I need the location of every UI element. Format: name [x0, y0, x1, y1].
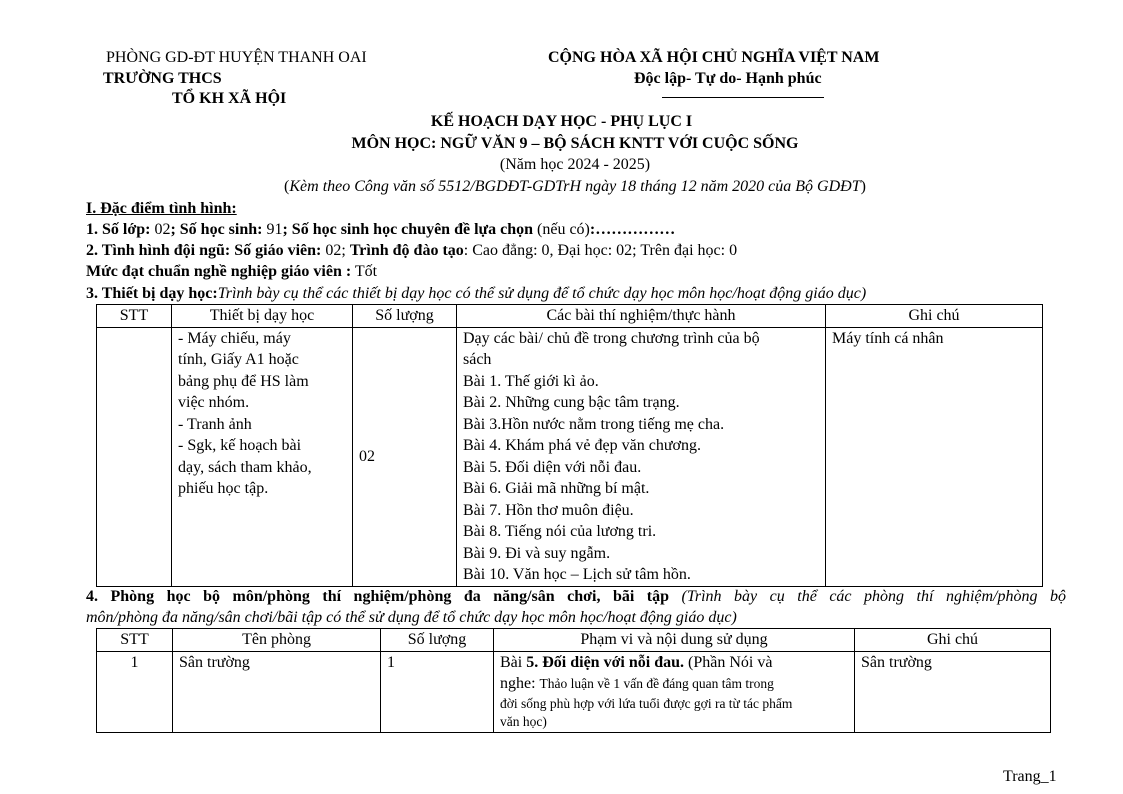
cell-note: Máy tính cá nhân — [826, 327, 1043, 586]
lesson-line: Bài 9. Đi và suy ngẫm. — [463, 544, 611, 562]
table-header-row — [97, 629, 1051, 652]
cell-stt: 1 — [97, 651, 173, 732]
lesson-line: Dạy các bài/ chủ đề trong chương trình của bộ — [463, 329, 760, 347]
cell-scope — [494, 651, 855, 732]
header-note: Ghi chú — [826, 305, 1043, 328]
header-quantity: Số lượng — [381, 629, 494, 652]
equipment-line: tính, Giấy A1 hoặc — [178, 351, 299, 368]
national-title: CỘNG HÒA XÃ HỘI CHỦ NGHĨA VIỆT NAM — [548, 49, 880, 66]
header-lessons: Các bài thí nghiệm/thực hành — [457, 305, 826, 328]
header-stt: STT — [97, 305, 172, 328]
header-equipment: Thiết bị dạy học — [172, 305, 353, 328]
scope-line: nghe: Thảo luận về 1 vấn đề đáng quan tâm trong — [500, 675, 774, 692]
school-year: (Năm học 2024 - 2025) — [499, 156, 651, 173]
standard-row: Mức đạt chuẩn nghề nghiệp giáo viên : Tốt — [86, 263, 378, 280]
plan-title: KẾ HOẠCH DẠY HỌC - PHỤ LỤC I — [430, 113, 693, 130]
lesson-line: Bài 1. Thế giới kì ảo. — [463, 372, 599, 390]
cell-quantity: 02 — [353, 327, 457, 586]
header-stt: STT — [97, 629, 173, 652]
lesson-line: Bài 2. Những cung bậc tâm trạng. — [463, 394, 680, 411]
equipment-line: phiếu học tập. — [178, 480, 269, 497]
header-scope: Phạm vi và nội dung sử dụng — [494, 629, 855, 652]
subject-title: MÔN HỌC: NGỮ VĂN 9 – BỘ SÁCH KNTT VỚI CUỘC SỐNG — [351, 135, 799, 152]
lesson-line: Bài 10. Văn học – Lịch sử tâm hồn. — [463, 566, 691, 583]
rooms-table — [96, 628, 1051, 733]
page-number: Trang_1 — [1003, 768, 1057, 785]
scope-line: đời sống phù hợp với lứa tuổi được gợi ra từ tác phẩm — [500, 695, 793, 711]
lesson-line: Bài 4. Khám phá vẻ đẹp văn chương. — [463, 437, 701, 454]
header-note: Ghi chú — [855, 629, 1051, 652]
equipment-line: - Sgk, kế hoạch bài — [178, 437, 302, 454]
equipment-line: - Máy chiếu, máy — [178, 329, 291, 347]
table-row — [97, 651, 1051, 732]
rooms-heading: 4. Phòng học bộ môn/phòng thí nghiệm/phòng đa năng/sân chơi, bãi tập (Trình bày cụ thể các phòng thí nghiệm/phòng bộ — [86, 588, 1066, 605]
department-name: PHÒNG GD-ĐT HUYỆN THANH OAI — [106, 49, 367, 66]
motto-underline — [662, 97, 824, 98]
header-quantity: Số lượng — [353, 305, 457, 328]
cell-lessons — [457, 327, 826, 586]
section1-heading: I. Đặc điểm tình hình: — [86, 200, 237, 217]
equipment-line: việc nhóm. — [178, 394, 250, 411]
equipment-table — [96, 304, 1043, 587]
lesson-line: Bài 7. Hồn thơ muôn điệu. — [463, 501, 634, 519]
lesson-line: Bài 8. Tiếng nói của lương tri. — [463, 523, 657, 540]
rooms-description: môn/phòng đa năng/sân chơi/bãi tập có thể sử dụng để tổ chức dạy học môn học/hoạt động giáo dục) — [86, 609, 737, 626]
cell-stt — [97, 327, 172, 586]
table-header-row — [97, 305, 1043, 328]
lesson-line: Bài 3.Hồn nước nằm trong tiếng mẹ cha. — [463, 415, 725, 433]
scope-line: văn học) — [500, 714, 547, 729]
school-name: TRƯỜNG THCS — [103, 70, 222, 87]
lesson-line: Bài 5. Đối diện với nỗi đau. — [463, 458, 642, 476]
equipment-line: dạy, sách tham khảo, — [178, 458, 312, 476]
cell-quantity: 1 — [381, 651, 494, 732]
group-name: TỔ KH XÃ HỘI — [172, 90, 287, 107]
table-row — [97, 327, 1043, 586]
equipment-heading: 3. Thiết bị dạy học:Trình bày cụ thể các thiết bị dạy học có thể sử dụng để tổ chức dạy học môn học/hoạt động giáo dục) — [86, 285, 867, 302]
scope-line: Bài 5. Đối diện với nỗi đau. (Phần Nói và — [500, 653, 773, 671]
staff-info-row: 2. Tình hình đội ngũ: Số giáo viên: 02; Trình độ đào tạo: Cao đẳng: 0, Đại học: 02; Trên đại học: 0 — [86, 242, 738, 259]
class-info-row: 1. Số lớp: 02; Số học sinh: 91; Số học sinh học chuyên đề lựa chọn (nếu có):…………… — [86, 221, 676, 238]
equipment-line: bảng phụ để HS làm — [178, 372, 309, 390]
national-motto: Độc lập- Tự do- Hạnh phúc — [634, 70, 822, 87]
reference-doc: (Kèm theo Công văn số 5512/BGDĐT-GDTrH ngày 18 tháng 12 năm 2020 của Bộ GDĐT) — [284, 178, 866, 195]
lesson-line: sách — [463, 351, 492, 368]
cell-equipment — [172, 327, 353, 586]
cell-note: Sân trường — [855, 651, 1051, 732]
cell-room: Sân trường — [173, 651, 381, 732]
equipment-line: - Tranh ảnh — [178, 415, 252, 433]
header-room: Tên phòng — [173, 629, 381, 652]
lesson-line: Bài 6. Giải mã những bí mật. — [463, 480, 650, 497]
